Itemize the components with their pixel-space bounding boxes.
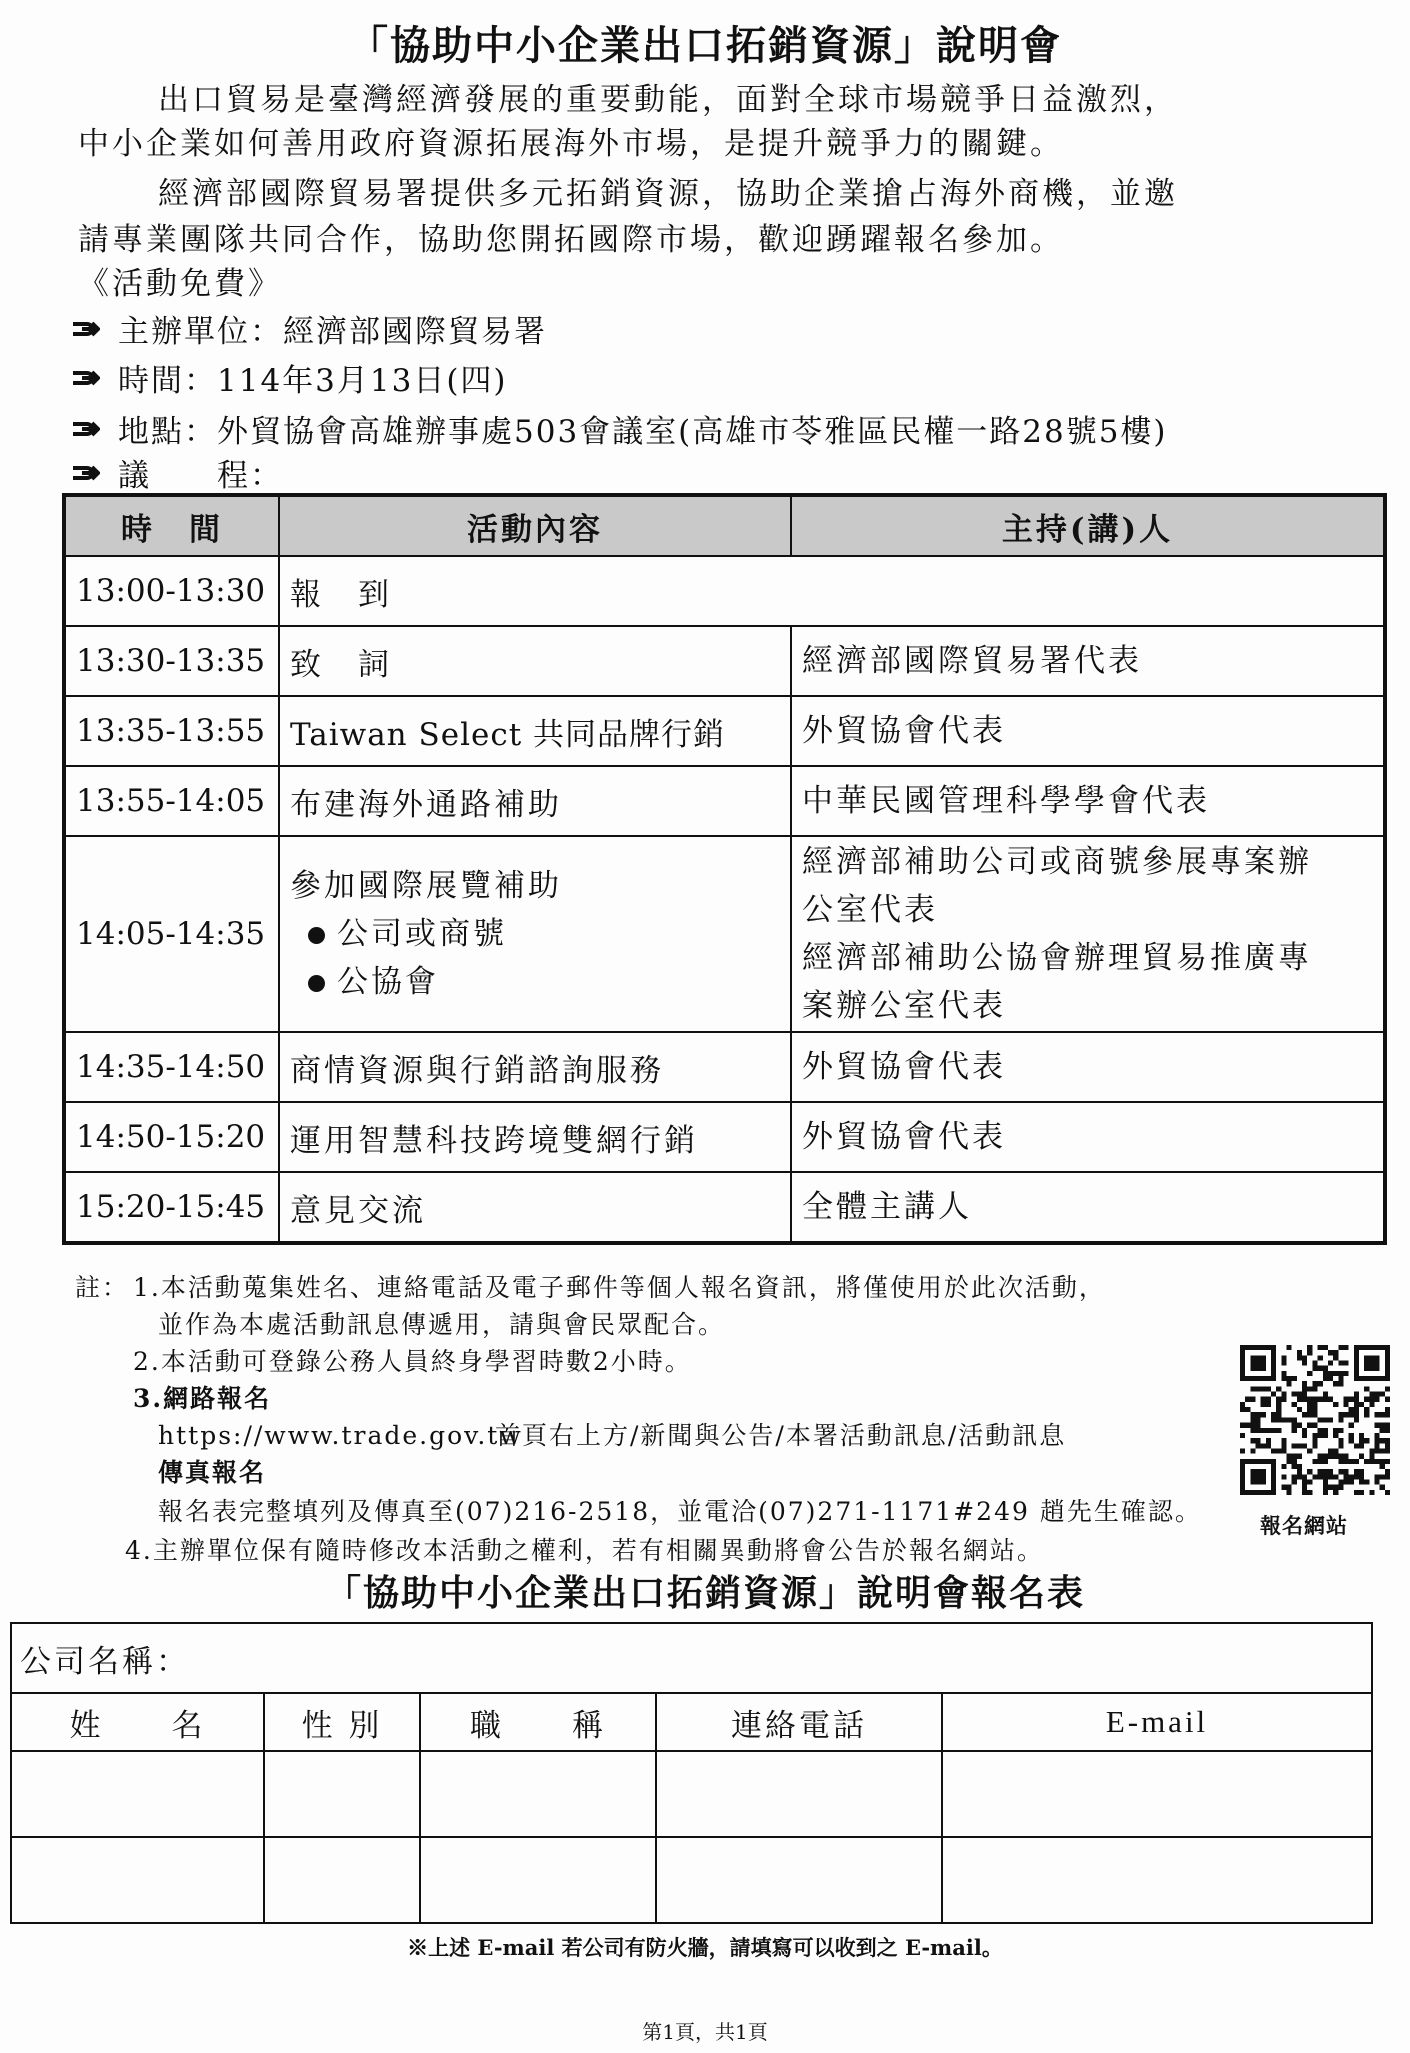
col-name: 姓 名 bbox=[11, 1693, 264, 1751]
arrow-bullet-icon bbox=[70, 418, 100, 440]
info-organizer bbox=[70, 306, 547, 351]
bullet-dot-icon bbox=[308, 975, 325, 992]
bullet-dot-icon bbox=[308, 927, 325, 944]
intro-line-2: 中小企業如何善用政府資源拓展海外市場，是提升競爭力的關鍵。 bbox=[78, 126, 1064, 162]
intro-line-1: 出口貿易是臺灣經濟發展的重要動能，面對全球市場競爭日益激烈， bbox=[158, 82, 1178, 118]
agenda-row bbox=[64, 1102, 1385, 1172]
intro-line-4: 請專業團隊共同合作，協助您開拓國際市場，歡迎踴躍報名參加。 bbox=[78, 222, 1064, 258]
col-gender: 性 別 bbox=[264, 1693, 420, 1751]
host-line: 案辦公室代表 bbox=[802, 988, 1006, 1024]
form-footnote: ※上述 E-mail 若公司有防火牆，請填寫可以收到之 E-mail。 bbox=[407, 1935, 1003, 1960]
arrow-bullet-icon bbox=[70, 318, 100, 340]
col-time: 時 間 bbox=[64, 495, 279, 556]
time-value: 114年3月13日(四) bbox=[217, 363, 508, 399]
agenda-row bbox=[64, 766, 1385, 836]
agenda-row bbox=[64, 1172, 1385, 1243]
note-1b: 並作為本處活動訊息傳遞用，請與會民眾配合。 bbox=[158, 1310, 726, 1339]
form-title: 「協助中小企業出口拓銷資源」說明會報名表 bbox=[324, 1572, 1085, 1614]
organizer-value: 經濟部國際貿易署 bbox=[283, 314, 547, 350]
page-title: 「協助中小企業出口拓銷資源」說明會 bbox=[348, 22, 1062, 69]
agenda-time: 13:55-14:05 bbox=[64, 766, 279, 836]
agenda-activity: Taiwan Select 共同品牌行銷 bbox=[279, 696, 791, 766]
agenda-host-block bbox=[791, 836, 1385, 1032]
sub-item-text: 公司或商號 bbox=[337, 916, 507, 952]
host-line: 經濟部補助公司或商號參展專案辦 bbox=[802, 844, 1312, 880]
agenda-host: 全體主講人 bbox=[791, 1172, 1385, 1243]
agenda-activity: 商情資源與行銷諮詢服務 bbox=[279, 1032, 791, 1102]
title-cell[interactable] bbox=[420, 1837, 656, 1923]
info-location bbox=[70, 406, 1168, 451]
col-host: 主持(講)人 bbox=[791, 495, 1385, 556]
note-1a: 1.本活動蒐集姓名、連絡電話及電子郵件等個人報名資訊，將僅使用於此次活動， bbox=[133, 1273, 1106, 1302]
agenda-host: 外貿協會代表 bbox=[791, 1102, 1385, 1172]
agenda-row bbox=[64, 1032, 1385, 1102]
organizer-label: 主辦單位： bbox=[118, 314, 283, 350]
gender-cell[interactable] bbox=[264, 1837, 420, 1923]
qr-code-icon[interactable] bbox=[1240, 1345, 1390, 1495]
agenda-host: 經濟部國際貿易署代表 bbox=[791, 626, 1385, 696]
agenda-row bbox=[64, 696, 1385, 766]
note-4: 4.主辦單位保有隨時修改本活動之權利，若有相關異動將會公告於報名網站。 bbox=[125, 1536, 1044, 1565]
page-number: 第1頁，共1頁 bbox=[642, 2020, 768, 2044]
host-line: 經濟部補助公協會辦理貿易推廣專 bbox=[802, 940, 1312, 976]
col-title: 職 稱 bbox=[420, 1693, 656, 1751]
col-email: E-mail bbox=[942, 1693, 1372, 1751]
phone-cell[interactable] bbox=[656, 1837, 942, 1923]
agenda-time: 13:35-13:55 bbox=[64, 696, 279, 766]
agenda-row bbox=[64, 556, 1385, 626]
agenda-activity: 運用智慧科技跨境雙網行銷 bbox=[279, 1102, 791, 1172]
sub-item-text: 公協會 bbox=[337, 964, 439, 1000]
intro-line-3: 經濟部國際貿易署提供多元拓銷資源，協助企業搶占海外商機，並邀 bbox=[158, 176, 1178, 212]
free-notice: 《活動免費》 bbox=[78, 266, 282, 302]
agenda-activity-block bbox=[279, 836, 791, 1032]
agenda-activity: 參加國際展覽補助 bbox=[290, 868, 562, 904]
fax-title: 傳真報名 bbox=[158, 1458, 267, 1487]
info-agenda bbox=[70, 450, 283, 495]
host-line: 公室代表 bbox=[802, 892, 938, 928]
agenda-header-row bbox=[64, 495, 1385, 556]
location-label: 地點： bbox=[118, 414, 217, 450]
agenda-time: 14:05-14:35 bbox=[64, 836, 279, 1032]
sub-item bbox=[290, 958, 780, 1006]
fax-text: 報名表完整填列及傳真至(07)216-2518，並電洽(07)271-1171#249 趙先生確認。 bbox=[158, 1497, 1202, 1526]
gender-cell[interactable] bbox=[264, 1751, 420, 1837]
agenda-row bbox=[64, 626, 1385, 696]
agenda-table bbox=[62, 493, 1387, 1245]
col-phone: 連絡電話 bbox=[656, 1693, 942, 1751]
agenda-time: 14:50-15:20 bbox=[64, 1102, 279, 1172]
name-cell[interactable] bbox=[11, 1837, 264, 1923]
form-entry-row bbox=[11, 1837, 1372, 1923]
sub-item bbox=[290, 910, 780, 958]
note-3-url[interactable]: https://www.trade.gov.tw bbox=[158, 1421, 523, 1450]
form-entry-row bbox=[11, 1751, 1372, 1837]
time-label: 時間： bbox=[118, 363, 217, 399]
company-row bbox=[11, 1623, 1372, 1693]
agenda-host: 中華民國管理科學學會代表 bbox=[791, 766, 1385, 836]
note-2: 2.本活動可登錄公務人員終身學習時數2小時。 bbox=[133, 1347, 692, 1376]
registration-form bbox=[10, 1622, 1373, 1924]
agenda-host: 外貿協會代表 bbox=[791, 696, 1385, 766]
info-time bbox=[70, 355, 508, 400]
note-3-path: 首頁右上方/新聞與公告/本署活動訊息/活動訊息 bbox=[495, 1421, 1067, 1450]
location-value: 外貿協會高雄辦事處503會議室(高雄市苓雅區民權一路28號5樓) bbox=[217, 414, 1168, 450]
agenda-host: 外貿協會代表 bbox=[791, 1032, 1385, 1102]
phone-cell[interactable] bbox=[656, 1751, 942, 1837]
agenda-time: 15:20-15:45 bbox=[64, 1172, 279, 1243]
agenda-row bbox=[64, 836, 1385, 1032]
agenda-activity: 致 詞 bbox=[279, 626, 791, 696]
col-activity: 活動內容 bbox=[279, 495, 791, 556]
note-3-title: 3.網路報名 bbox=[133, 1384, 272, 1413]
notes-prefix: 註： bbox=[75, 1273, 130, 1302]
title-cell[interactable] bbox=[420, 1751, 656, 1837]
company-name-field[interactable]: 公司名稱： bbox=[11, 1623, 1372, 1693]
email-cell[interactable] bbox=[942, 1751, 1372, 1837]
agenda-label: 議 程： bbox=[118, 458, 283, 494]
agenda-time: 13:30-13:35 bbox=[64, 626, 279, 696]
agenda-activity: 布建海外通路補助 bbox=[279, 766, 791, 836]
form-header-row bbox=[11, 1693, 1372, 1751]
arrow-bullet-icon bbox=[70, 367, 100, 389]
agenda-time: 14:35-14:50 bbox=[64, 1032, 279, 1102]
arrow-bullet-icon bbox=[70, 462, 100, 484]
agenda-time: 13:00-13:30 bbox=[64, 556, 279, 626]
qr-label: 報名網站 bbox=[1260, 1513, 1348, 1538]
agenda-activity: 意見交流 bbox=[279, 1172, 791, 1243]
agenda-activity: 報 到 bbox=[279, 556, 1385, 626]
name-cell[interactable] bbox=[11, 1751, 264, 1837]
email-cell[interactable] bbox=[942, 1837, 1372, 1923]
